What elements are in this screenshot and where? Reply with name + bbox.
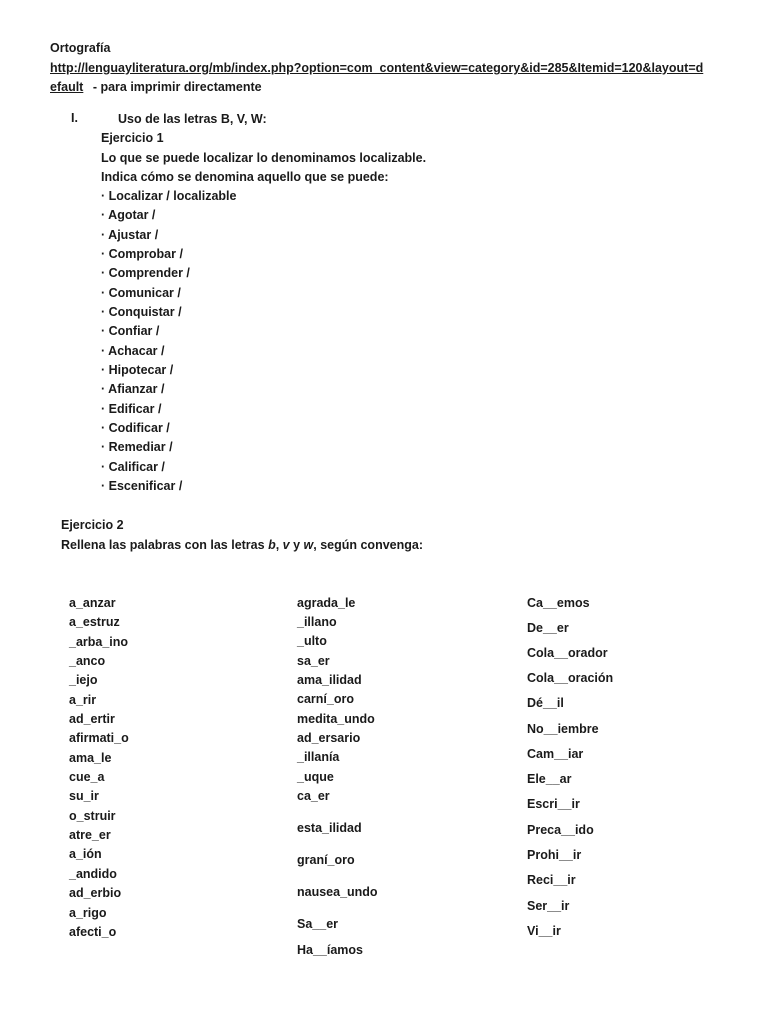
list-item: · Achacar / [101, 344, 165, 358]
word-blank: a_anzar [69, 596, 116, 610]
exercise2-title: Ejercicio 2 [61, 518, 124, 532]
word-blank: a_rigo [69, 906, 107, 920]
word-blank: Reci__ir [527, 873, 576, 887]
word-blank: Ca__emos [527, 596, 590, 610]
word-blank: medita_undo [297, 712, 375, 726]
list-item: · Ajustar / [101, 228, 159, 242]
word-blank: Ser__ir [527, 899, 570, 913]
section-numeral: I. [71, 111, 78, 125]
word-blank: a_rir [69, 693, 97, 707]
list-item: · Comprender / [101, 266, 190, 280]
word-blank: su_ir [69, 789, 99, 803]
word-blank: afirmati_o [69, 731, 129, 745]
word-blank: a_ión [69, 847, 102, 861]
list-item: · Confiar / [101, 324, 160, 338]
word-blank: cue_a [69, 770, 105, 784]
exercise1-intro2: Indica cómo se denomina aquello que se puede: [101, 170, 389, 184]
word-blank: Ele__ar [527, 772, 572, 786]
word-blank: ad_ertir [69, 712, 115, 726]
word-blank: ad_erbio [69, 886, 122, 900]
word-blank: _arba_ino [69, 635, 129, 649]
list-item: · Remediar / [101, 440, 173, 454]
source-link-line1[interactable]: http://lenguayliteratura.org/mb/index.php?option=com_content&view=category&id=285&Itemid=120&layout=d [50, 61, 704, 75]
word-blank: _anco [69, 654, 106, 668]
list-item: · Hipotecar / [101, 363, 174, 377]
print-note: - para imprimir directamente [89, 80, 262, 94]
word-blank: afecti_o [69, 925, 117, 939]
list-item: · Comprobar / [101, 247, 183, 261]
word-blank: Cola__orador [527, 646, 608, 660]
word-blank: ama_le [69, 751, 112, 765]
letter-v: v [282, 538, 290, 552]
word-blank: a_estruz [69, 615, 120, 629]
list-item: · Codificar / [101, 421, 170, 435]
word-blank: o_struir [69, 809, 116, 823]
letter-b: b [268, 538, 276, 552]
exercise1-intro1: Lo que se puede localizar lo denominamos localizable. [101, 151, 427, 165]
list-item: · Edificar / [101, 402, 162, 416]
word-blank: _illano [297, 615, 337, 629]
word-blank: Cam__iar [527, 747, 584, 761]
source-link-line2[interactable]: efault [50, 80, 84, 94]
word-blank: Prohi__ir [527, 848, 582, 862]
word-blank: Ha__íamos [297, 943, 364, 957]
letter-w: w [303, 538, 314, 552]
section-heading: Uso de las letras B, V, W: [118, 112, 267, 126]
word-blank: sa_er [297, 654, 330, 668]
word-blank: Vi__ir [527, 924, 561, 938]
word-blank: carní_oro [297, 692, 354, 706]
list-item: · Conquistar / [101, 305, 182, 319]
word-blank: agrada_le [297, 596, 356, 610]
word-blank: _iejo [69, 673, 98, 687]
list-item: · Agotar / [101, 208, 156, 222]
word-blank: Preca__ido [527, 823, 594, 837]
word-blank: _illanía [297, 750, 340, 764]
list-item: · Calificar / [101, 460, 165, 474]
word-blank: Escri__ir [527, 797, 580, 811]
word-blank: Cola__oración [527, 671, 614, 685]
word-blank: Sa__er [297, 917, 339, 931]
document-title: Ortografía [50, 41, 111, 55]
word-blank: _ulto [297, 634, 327, 648]
list-item: · Comunicar / [101, 286, 181, 300]
word-blank: ama_ilidad [297, 673, 362, 687]
word-blank: _uque [297, 770, 334, 784]
word-blank: ad_ersario [297, 731, 361, 745]
list-item: · Localizar / localizable [101, 189, 237, 203]
source-link-row2 [50, 79, 262, 95]
list-item: · Afianzar / [101, 382, 165, 396]
word-blank: No__iembre [527, 722, 599, 736]
word-blank: De__er [527, 621, 569, 635]
word-blank: _andido [69, 867, 117, 881]
word-blank: graní_oro [297, 853, 355, 867]
word-blank: ca_er [297, 789, 330, 803]
word-blank: esta_ilidad [297, 821, 362, 835]
exercise1-title: Ejercicio 1 [101, 131, 164, 145]
word-blank: atre_er [69, 828, 111, 842]
exercise2-instruction: Rellena las palabras con las letras b, v y w, según convenga: [61, 538, 423, 552]
list-item: · Escenificar / [101, 479, 183, 493]
word-blank: Dé__il [527, 696, 564, 710]
word-blank: nausea_undo [297, 885, 378, 899]
